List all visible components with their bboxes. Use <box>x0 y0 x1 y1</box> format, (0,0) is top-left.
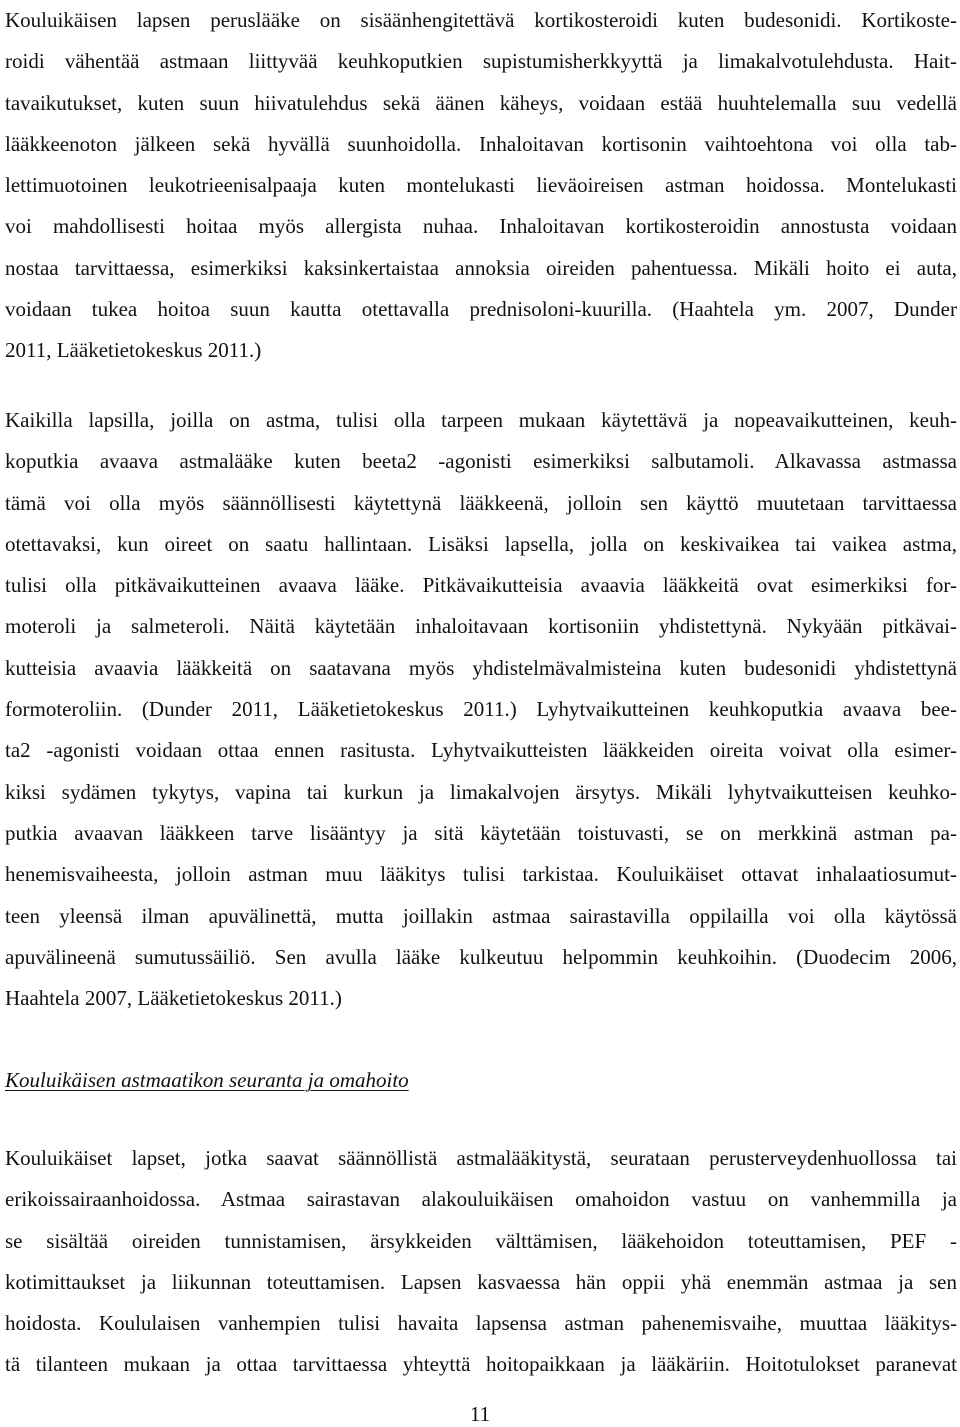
section-heading: Kouluikäisen astmaatikon seuranta ja omahoito <box>5 1068 409 1092</box>
text-line: lettimuotoinen leukotrieenisalpaaja kuten montelukasti lieväoireisen astman hoidossa. Montelukasti <box>5 173 957 198</box>
paragraph-monitoring-self-care <box>5 1138 957 1386</box>
text-line: ta2 -agonisti voidaan ottaa ennen rasitusta. Lyhytvaikutteisten lääkkeiden oireita voivat olla esimer- <box>5 738 957 763</box>
text-line: putkia avaavan lääkkeen tarve lisääntyy ja sitä käytetään toistuvasti, se on merkkinä astman pa- <box>5 820 957 845</box>
text-line: nostaa tarvittaessa, esimerkiksi kaksinkertaistaa annoksia oireiden pahentuessa. Mikäli hoito ei auta, <box>5 255 957 280</box>
text-line: 2011, Lääketietokeskus 2011.) <box>5 338 262 363</box>
text-line: tä tilanteen mukaan ja ottaa tarvittaessa yhteyttä hoitopaikkaan ja lääkäriin. Hoitotulokset paranevat <box>5 1352 957 1377</box>
text-line: erikoissairaanhoidossa. Astmaa sairastavan alakouluikäisen omahoidon vastuu on vanhemmilla ja <box>5 1187 957 1212</box>
text-line: hoidosta. Koululaisen vanhempien tulisi havaita lapsensa astman pahenemisvaihe, muuttaa lääkitys- <box>5 1311 957 1336</box>
text-line: tämä voi olla myös säännöllisesti käytettynä lääkkeenä, jolloin sen käyttö muutetaan tarvittaessa <box>5 490 957 515</box>
text-line: se sisältää oireiden tunnistamisen, ärsykkeiden välttämisen, lääkehoidon toteuttamisen, PEF - <box>5 1228 957 1253</box>
text-line: voi mahdollisesti hoitaa myös allergista nuhaa. Inhaloitavan kortikosteroidin annostusta voidaan <box>5 214 957 239</box>
text-line: Kaikilla lapsilla, joilla on astma, tulisi olla tarpeen mukaan käytettävä ja nopeavaikutteinen, keuh- <box>5 408 957 432</box>
text-line: Kouluikäiset lapset, jotka saavat säännöllistä astmalääkitystä, seurataan perusterveydenhuollossa tai <box>5 1146 957 1170</box>
text-line: formoteroliin. (Dunder 2011, Lääketietokeskus 2011.) Lyhytvaikutteinen keuhkoputkia avaava bee- <box>5 697 957 722</box>
text-line: apuvälineenä sumutussäiliö. Sen avulla lääke kulkeutuu helpommin keuhkoihin. (Duodecim 2006, <box>5 944 957 969</box>
text-line: voidaan tukea hoitoa suun kautta otettavalla prednisoloni-kuurilla. (Haahtela ym. 2007, Dunder <box>5 297 957 322</box>
paragraph-medication-basics <box>5 0 957 372</box>
text-line: roidi vähentää astmaan liittyvää keuhkoputkien supistumisherkkyyttä ja limakalvotulehdusta. Hait- <box>5 49 957 74</box>
text-line: lääkkeenoton jälkeen sekä hyvällä suunhoidolla. Inhaloitavan kortisonin vaihtoehtona voi olla tab- <box>5 131 957 156</box>
text-line: kiksi sydämen tykytys, vapina tai kurkun ja limakalvojen ärsytys. Mikäli lyhytvaikutteisen keuhko- <box>5 779 957 804</box>
text-line: Haahtela 2007, Lääketietokeskus 2011.) <box>5 986 342 1011</box>
text-line: otettavaksi, kun oireet on saatu hallintaan. Lisäksi lapsella, jolla on keskivaikea tai vaikea astma, <box>5 531 957 556</box>
text-line: tavaikutukset, kuten suun hiivatulehdus sekä äänen käheys, voidaan estää huuhtelemalla suu vedellä <box>5 90 957 115</box>
text-line: moteroli ja salmeteroli. Näitä käytetään inhaloitavaan kortisoniin yhdistettynä. Nykyään pitkävai- <box>5 614 957 639</box>
text-line: tulisi olla pitkävaikutteinen avaava lääke. Pitkävaikutteisia avaavia lääkkeitä ovat esimerkiksi for- <box>5 573 957 598</box>
paragraph-reliever-medication <box>5 400 957 1019</box>
text-line: koputkia avaava astmalääke kuten beeta2 -agonisti esimerkiksi salbutamoli. Alkavassa astmassa <box>5 449 957 474</box>
text-line: kotimittaukset ja liikunnan toteuttamisen. Lapsen kasvaessa hän oppii yhä enemmän astmaa ja sen <box>5 1269 957 1294</box>
text-line: Kouluikäisen lapsen peruslääke on sisäänhengitettävä kortikosteroidi kuten budesonidi. Kortikoste- <box>5 8 957 32</box>
page-number: 11 <box>469 1402 491 1426</box>
text-line: teen yleensä ilman apuvälinettä, mutta joillakin astmaa sairastavilla oppilailla voi olla käytössä <box>5 903 957 928</box>
text-line: henemisvaiheesta, jolloin astman muu lääkitys tulisi tarkistaa. Kouluikäiset ottavat inhalaatiosumut- <box>5 862 957 887</box>
text-line: kutteisia avaavia lääkkeitä on saatavana myös yhdistelmävalmisteina kuten budesonidi yhdistettynä <box>5 655 957 680</box>
